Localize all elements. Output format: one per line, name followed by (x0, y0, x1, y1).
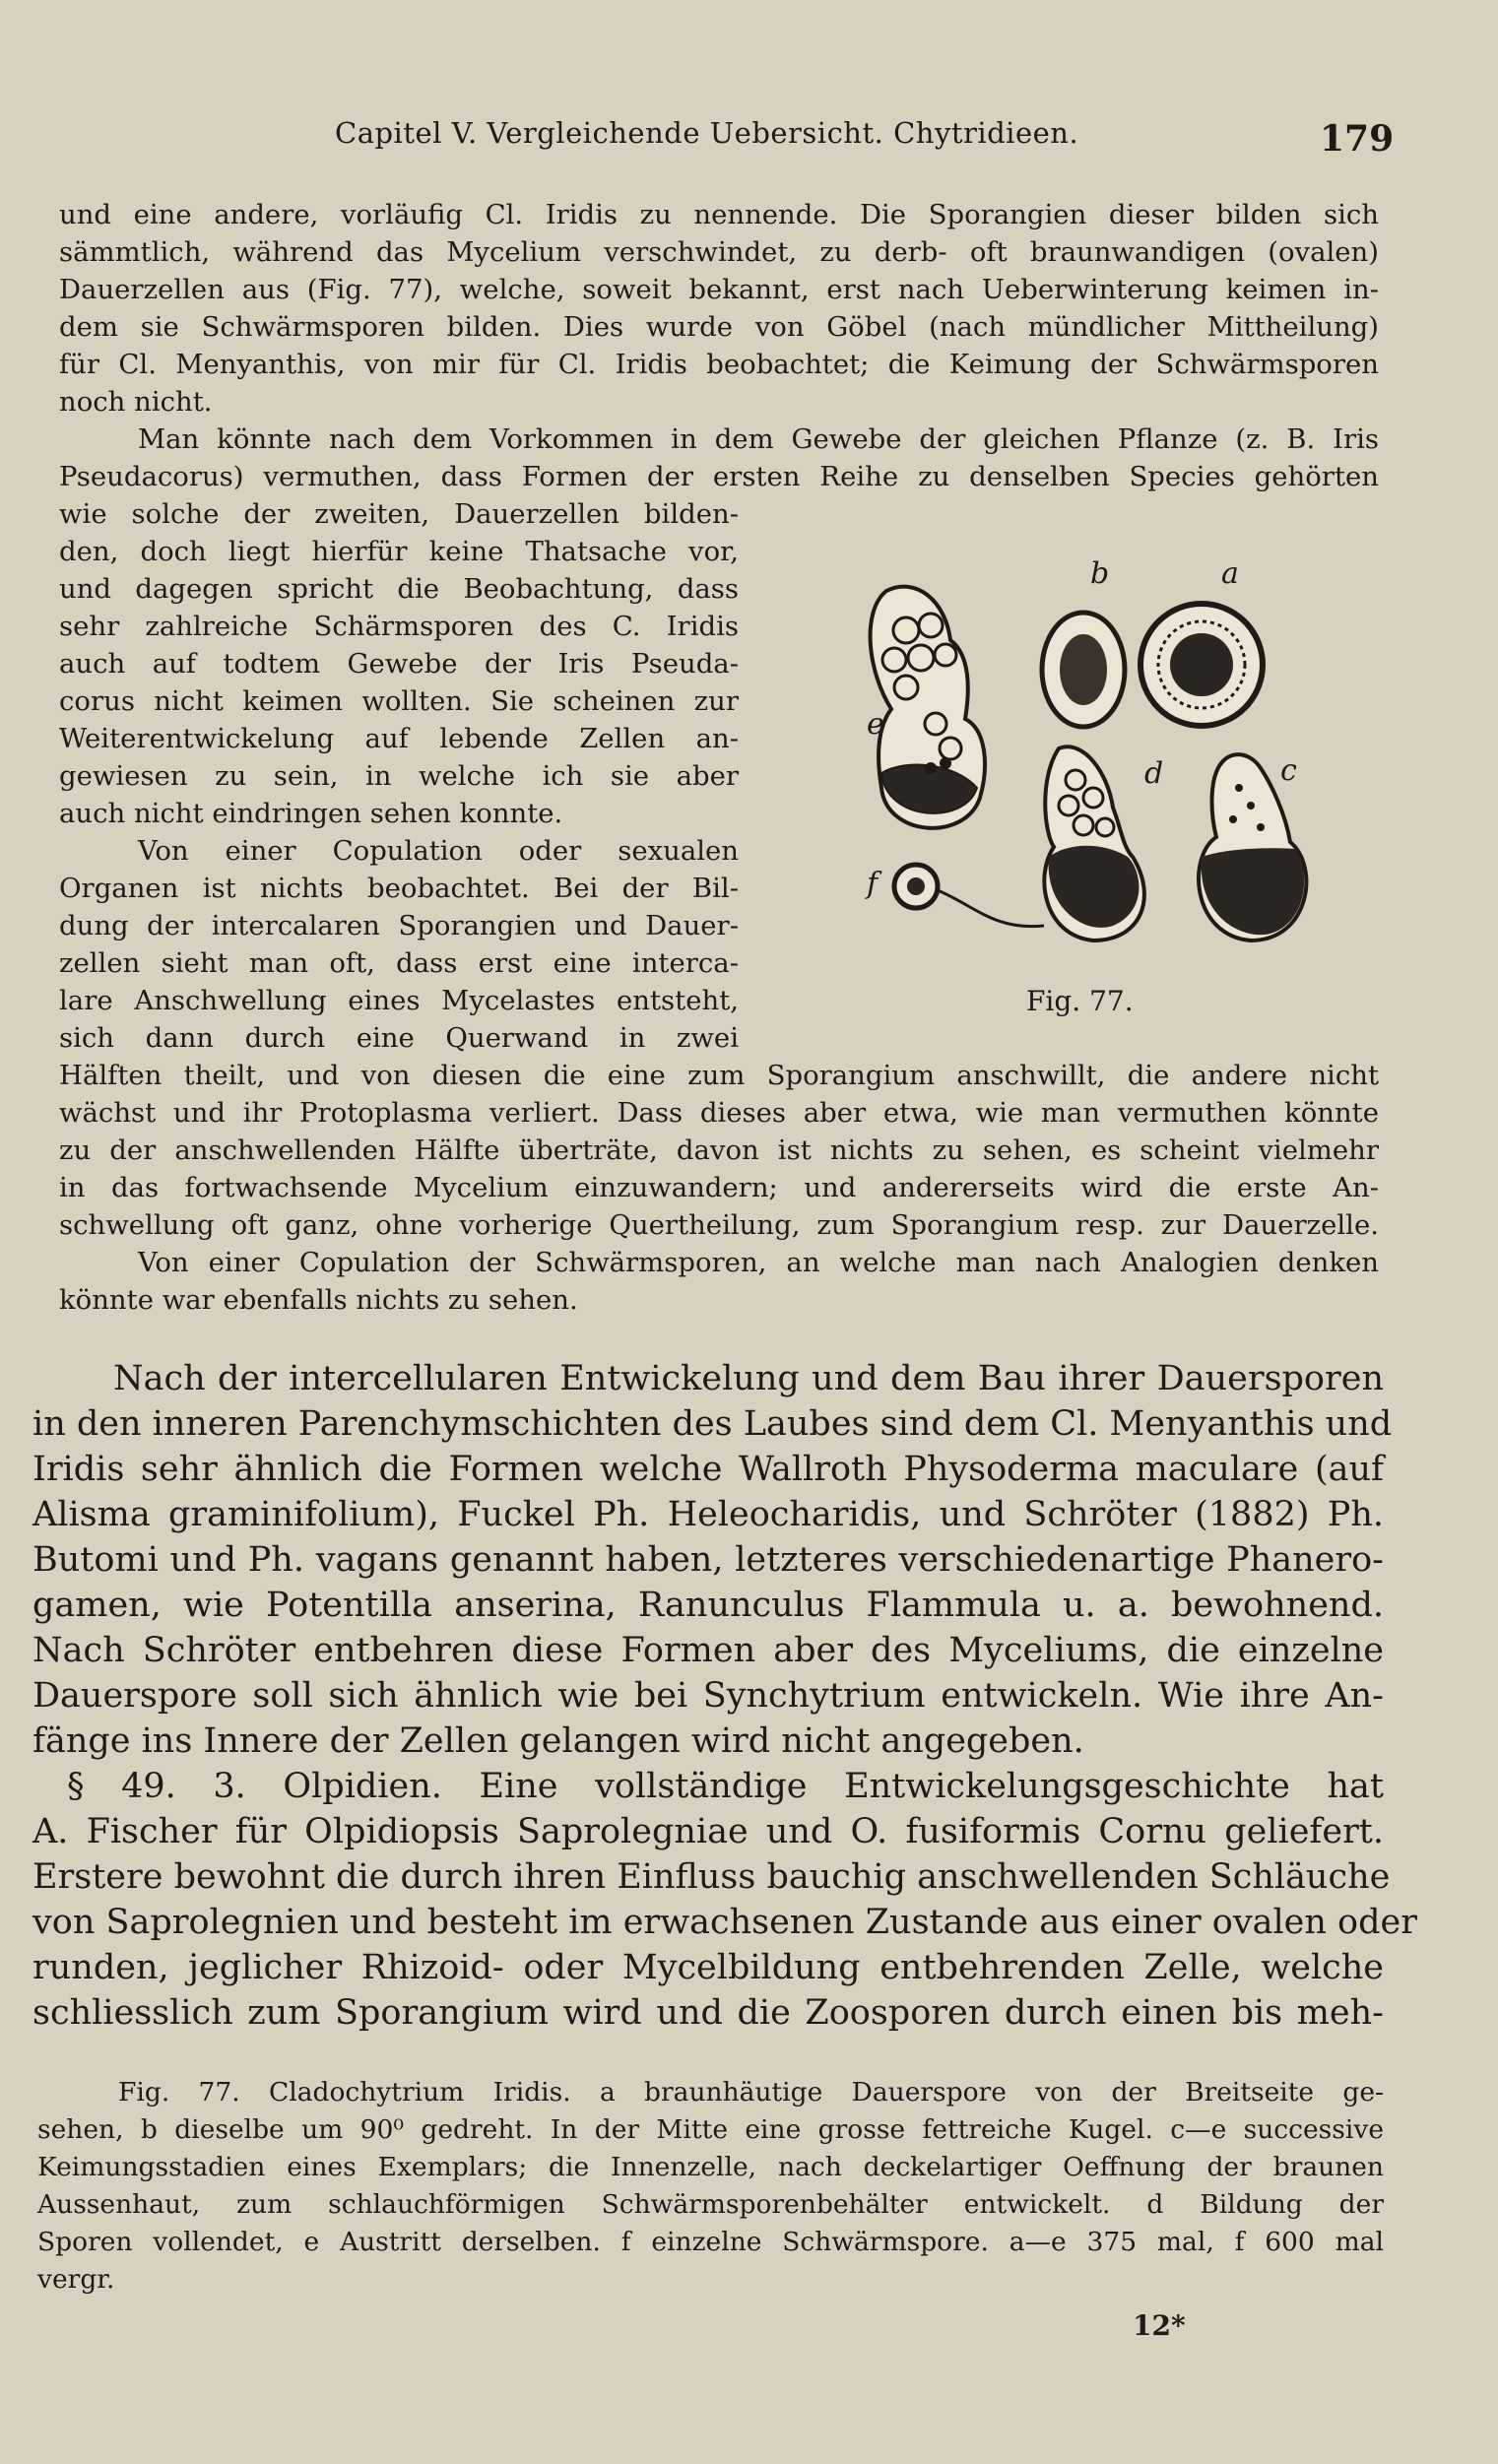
figure-letter-b: b (1090, 556, 1110, 591)
figure-part-a (1140, 604, 1263, 726)
figure-caption-label: Fig. 77. (1026, 985, 1134, 1017)
footnote-line: vergr. (37, 2264, 115, 2295)
text-line: schliesslich zum Sporangium wird und die Zoosporen durch einen bis meh- (33, 1993, 1384, 2033)
text-line: und eine andere, vorläufig Cl. Iridis zu nennende. Die Sporangien dieser bilden sich (59, 199, 1379, 230)
text-line: Hälften theilt, und von diesen die eine zum Sporangium anschwillt, die andere nicht (59, 1060, 1379, 1091)
text-line: dem sie Schwärmsporen bilden. Dies wurde von Göbel (nach mündlicher Mittheilung) (59, 311, 1379, 343)
text-line: corus nicht keimen wollten. Sie scheinen zur (59, 685, 739, 717)
text-line: den, doch liegt hierfür keine Thatsache vor, (59, 536, 739, 567)
text-line: wie solche der zweiten, Dauerzellen bilden- (59, 498, 739, 530)
text-line: fänge ins Innere der Zellen gelangen wird nicht angegeben. (33, 1721, 1084, 1761)
text-line: zellen sieht man oft, dass erst eine interca- (59, 947, 739, 979)
text-line: A. Fischer für Olpidiopsis Saprolegniae und O. fusiformis Cornu geliefert. (33, 1812, 1384, 1851)
figure-part-f (894, 865, 1044, 927)
page-number: 179 (1320, 118, 1395, 160)
text-line: Nach Schröter entbehren diese Formen aber des Myceliums, die einzelne (33, 1631, 1384, 1670)
text-line: Dauerzellen aus (Fig. 77), welche, soweit bekannt, erst nach Ueberwinterung keimen in- (59, 274, 1379, 305)
figure-letter-f: f (867, 867, 879, 901)
footnote-line: sehen, b dieselbe um 90⁰ gedreht. In der Mitte eine grosse fettreiche Kugel. c—e successive (37, 2114, 1384, 2145)
text-line: sämmtlich, während das Mycelium verschwindet, zu derb- oft braunwandigen (ovalen) (59, 236, 1379, 268)
figure-letter-c: c (1280, 753, 1297, 788)
text-line: Butomi und Ph. vagans genannt haben, letzteres verschiedenartige Phanero- (33, 1540, 1384, 1580)
text-line: wächst und ihr Protoplasma verliert. Dass dieses aber etwa, wie man vermuthen könnte (59, 1097, 1379, 1129)
text-line: Man könnte nach dem Vorkommen in dem Gewebe der gleichen Pflanze (z. B. Iris (138, 423, 1379, 455)
figure-77-drawing (847, 561, 1379, 985)
text-line: Dauerspore soll sich ähnlich wie bei Synchytrium entwickeln. Wie ihre An- (33, 1676, 1384, 1716)
text-line: noch nicht. (59, 386, 213, 418)
text-line: in den inneren Parenchymschichten des Laubes sind dem Cl. Menyanthis und (33, 1404, 1393, 1444)
text-line: Organen ist nichts beobachtet. Bei der Bil- (59, 873, 739, 904)
text-line: gamen, wie Potentilla anserina, Ranunculus Flammula u. a. bewohnend. (33, 1586, 1384, 1625)
text-line: lare Anschwellung eines Mycelastes entsteht, (59, 985, 739, 1016)
figure-part-d (1044, 746, 1144, 940)
text-line: dung der intercalaren Sporangien und Dauer- (59, 910, 739, 941)
text-line: Nach der intercellularen Entwickelung und dem Bau ihrer Dauersporen (113, 1359, 1384, 1398)
text-line: von Saprolegnien und besteht im erwachsenen Zustande aus einer ovalen oder (33, 1903, 1417, 1942)
text-line: zu der anschwellenden Hälfte überträte, davon ist nichts zu sehen, es scheint vielmehr (59, 1135, 1379, 1166)
footnote-line: Sporen vollendet, e Austritt derselben. f einzelne Schwärmspore. a—e 375 mal, f 600 mal (37, 2227, 1384, 2257)
text-line: für Cl. Menyanthis, von mir für Cl. Iridis beobachtet; die Keimung der Schwärmsporen (59, 349, 1379, 380)
text-line: könnte war ebenfalls nichts zu sehen. (59, 1284, 578, 1316)
figure-letter-d: d (1144, 756, 1164, 791)
figure-part-b (1042, 613, 1125, 727)
figure-part-e (871, 587, 985, 828)
text-line: in das fortwachsende Mycelium einzuwandern; und andererseits wird die erste An- (59, 1172, 1379, 1203)
running-header: Capitel V. Vergleichende Uebersicht. Chytridieen. (335, 116, 1079, 150)
text-line: sehr zahlreiche Schärmsporen des C. Iridis (59, 611, 739, 642)
text-line: runden, jeglicher Rhizoid- oder Mycelbildung entbehrenden Zelle, welche (33, 1948, 1384, 1987)
text-line: Von einer Copulation der Schwärmsporen, an welche man nach Analogien denken (138, 1247, 1379, 1278)
text-line: auch nicht eindringen sehen konnte. (59, 798, 563, 829)
section-heading-line: § 49. 3. Olpidien. Eine vollständige Entwickelungsgeschichte hat (67, 1767, 1384, 1806)
text-line: Weiterentwickelung auf lebende Zellen an- (59, 723, 739, 754)
text-line: Erstere bewohnt die durch ihren Einfluss bauchig anschwellenden Schläuche (33, 1857, 1391, 1897)
signature-mark: 12* (1133, 2309, 1186, 2342)
text-line: Pseudacorus) vermuthen, dass Formen der ersten Reihe zu denselben Species gehörten (59, 461, 1379, 492)
text-line: schwellung oft ganz, ohne vorherige Quertheilung, zum Sporangium resp. zur Dauerzelle. (59, 1209, 1379, 1241)
figure-77 (847, 556, 1379, 1024)
text-line: Iridis sehr ähnlich die Formen welche Wallroth Physoderma maculare (auf (33, 1450, 1384, 1489)
text-line: und dagegen spricht die Beobachtung, dass (59, 573, 739, 605)
text-line: gewiesen zu sein, in welche ich sie aber (59, 760, 739, 792)
text-line: Von einer Copulation oder sexualen (138, 835, 739, 867)
text-line: Alisma graminifolium), Fuckel Ph. Heleocharidis, und Schröter (1882) Ph. (33, 1495, 1384, 1534)
figure-letter-a: a (1221, 556, 1239, 591)
figure-letter-e: e (867, 707, 884, 742)
footnote-line: Aussenhaut, zum schlauchförmigen Schwärmsporenbehälter entwickelt. d Bildung der (37, 2189, 1384, 2220)
footnote-line: Fig. 77. Cladochytrium Iridis. a braunhäutige Dauerspore von der Breitseite ge- (118, 2077, 1384, 2107)
text-line: sich dann durch eine Querwand in zwei (59, 1022, 739, 1054)
footnote-line: Keimungsstadien eines Exemplars; die Innenzelle, nach deckelartiger Oeffnung der braunen (37, 2152, 1384, 2182)
text-line: auch auf todtem Gewebe der Iris Pseuda- (59, 648, 739, 680)
